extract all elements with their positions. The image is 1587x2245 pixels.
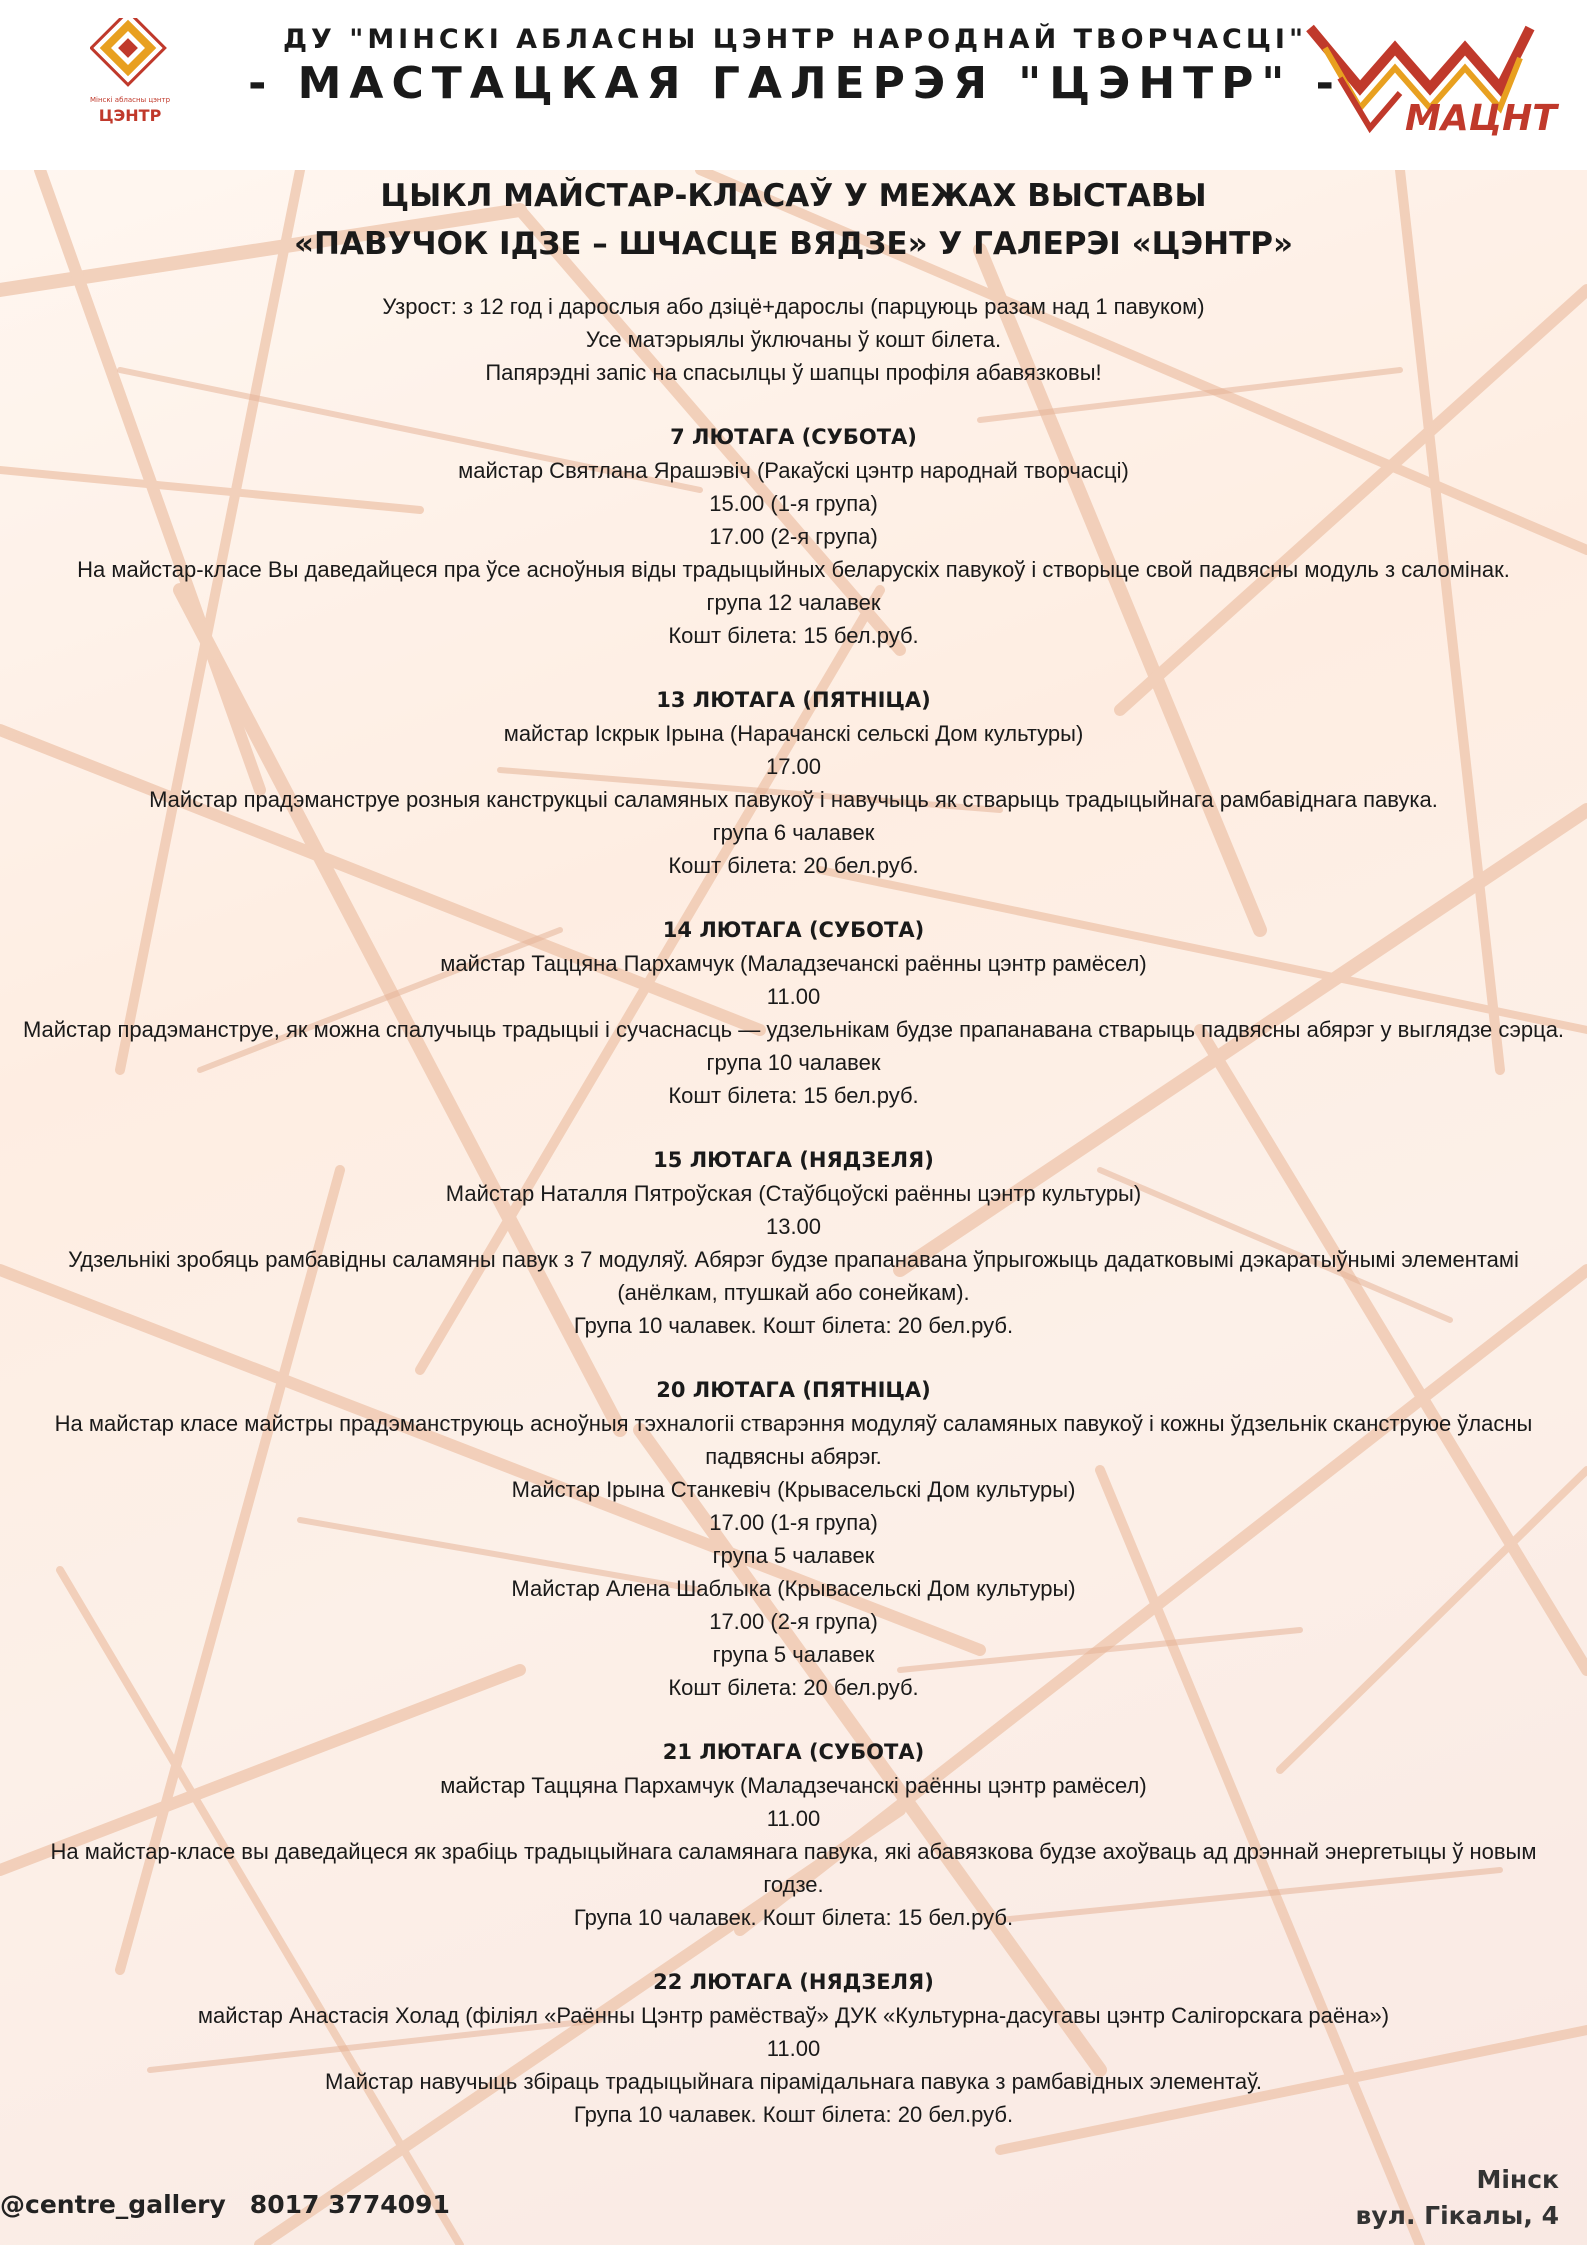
event-line: Майстар Алена Шаблыка (Крывасельскі Дом культуры) [511, 1576, 1076, 1601]
centr-logo [90, 18, 170, 130]
event-line: Майстар навучыць збіраць традыцыйнага пірамідальнага павука з рамбавідных элементаў. [324, 2069, 1263, 2094]
event-line: Кошт білета: 15 бел.руб. [668, 1083, 919, 1108]
instagram-handle[interactable]: @centre_gallery [0, 2190, 226, 2219]
event-line: Кошт білета: 20 бел.руб. [668, 1675, 919, 1700]
gallery-name: - МАСТАЦКАЯ ГАЛЕРЭЯ "ЦЭНТР" - [248, 58, 1342, 109]
event-line: Майстар прадэманструе розныя канструкцыі саламяных павукоў і навучыць як стварыць традыцыйнага рамбавіднага павука. [149, 787, 1438, 812]
event-line: майстар Святлана Ярашэвіч (Ракаўскі цэнтр народнай творчасці) [458, 458, 1129, 483]
event-line: Кошт білета: 15 бел.руб. [668, 623, 919, 648]
title-line-2: «ПАВУЧОК ІДЗЕ – ШЧАСЦЕ ВЯДЗЕ» У ГАЛЕРЭІ «ЦЭНТР» [294, 226, 1293, 262]
event-line: майстар Анастасія Холад (філіял «Раённы Цэнтр рамёстваў» ДУК «Культурна-дасугавы цэнтр Салігорскага раёна») [197, 2003, 1390, 2028]
poster-content [20, 172, 1567, 2131]
event-line: 11.00 [766, 1806, 821, 1831]
event-feb-22 [20, 1966, 1567, 2131]
organization-name: ДУ "МІНСКІ АБЛАСНЫ ЦЭНТР НАРОДНАЙ ТВОРЧАСЦІ" [282, 24, 1308, 55]
event-line: група 5 чалавек [712, 1642, 875, 1667]
event-line: Удзельнікі зробяць рамбавідны саламяны павук з 7 модуляў. Абярэг будзе прапанавана ўпрыгожыць дадатковымі дэкаратыўнымі элементамі (анёлкам, птушкай або сонейкам). [68, 1247, 1519, 1305]
intro-registration: Папярэдні запіс на спасылцы ў шапцы профіля абавязковы! [485, 360, 1102, 385]
event-line: 11.00 [766, 984, 821, 1009]
address-footer [1356, 2162, 1559, 2234]
event-line: На майстар-класе Вы даведайцеся пра ўсе асноўныя віды традыцыйных беларускіх павукоў і створыце свой падвясны модуль з саломінак. [77, 557, 1510, 582]
event-feb-21 [20, 1736, 1567, 1934]
event-line: група 12 чалавек [706, 590, 881, 615]
event-line: 17.00 [765, 754, 822, 779]
poster-header [0, 0, 1587, 170]
event-feb-7 [20, 421, 1567, 652]
event-feb-15 [20, 1144, 1567, 1342]
poster-title [20, 172, 1567, 268]
event-line: 11.00 [766, 2036, 821, 2061]
event-heading: 15 ЛЮТАГА (НЯДЗЕЛЯ) [653, 1148, 934, 1172]
event-heading: 7 ЛЮТАГА (СУБОТА) [670, 425, 917, 449]
event-line: 17.00 (1-я група) [709, 1510, 878, 1535]
event-line: На майстар класе майстры прадэманструюць асноўныя тэхналогіі стварэння модуляў саламяных павукоў і кожны ўдзельнік сканструюе ўласны падвясны абярэг. [54, 1411, 1533, 1469]
event-feb-13 [20, 684, 1567, 882]
intro-age: Узрост: з 12 год і дарослыя або дзіцё+дарослы (парцуюць разам над 1 павуком) [382, 294, 1205, 319]
event-line: група 10 чалавек [706, 1050, 881, 1075]
intro-materials: Усе матэрыялы ўключаны ў кошт білета. [585, 327, 1002, 352]
event-line: майстар Таццяна Пархамчук (Маладзечанскі раённы цэнтр рамёсел) [440, 951, 1147, 976]
event-line: група 6 чалавек [712, 820, 875, 845]
contact-footer [0, 2190, 474, 2219]
event-heading: 21 ЛЮТАГА (СУБОТА) [662, 1740, 925, 1764]
city: Мінск [1476, 2165, 1559, 2194]
event-feb-14 [20, 914, 1567, 1112]
event-line: Група 10 чалавек. Кошт білета: 20 бел.руб. [573, 2102, 1014, 2127]
event-heading: 14 ЛЮТАГА (СУБОТА) [662, 918, 925, 942]
title-line-1: ЦЫКЛ МАЙСТАР-КЛАСАЎ У МЕЖАХ ВЫСТАВЫ [380, 178, 1207, 214]
event-heading: 20 ЛЮТАГА (ПЯТНІЦА) [656, 1378, 931, 1402]
event-line: Кошт білета: 20 бел.руб. [668, 853, 919, 878]
event-line: 13.00 [765, 1214, 822, 1239]
event-line: група 5 чалавек [712, 1543, 875, 1568]
event-line: На майстар-класе вы даведайцеся як зрабіць традыцыйнага саламянага павука, які абавязкова будзе ахоўваць ад дрэннай энергетыцы ў новым годзе. [50, 1839, 1537, 1897]
event-line: 17.00 (2-я група) [709, 1609, 878, 1634]
event-feb-20 [20, 1374, 1567, 1704]
macnt-logo-text: МАЦНТ [1405, 98, 1557, 139]
event-line: 17.00 (2-я група) [709, 524, 878, 549]
event-line: майстар Іскрык Ірына (Нарачанскі сельскі Дом культуры) [503, 721, 1084, 746]
phone-number[interactable]: 8017 3774091 [249, 2190, 450, 2219]
event-line: Майстар Ірына Станкевіч (Крывасельскі Дом культуры) [511, 1477, 1076, 1502]
event-line: 15.00 (1-я група) [709, 491, 878, 516]
intro-block [20, 290, 1567, 389]
event-line: майстар Таццяна Пархамчук (Маладзечанскі раённы цэнтр рамёсел) [440, 1773, 1147, 1798]
centr-logo-small-text: Мінскі абласны цэнтр [89, 96, 171, 104]
event-line: Майстар Наталля Пятроўская (Стаўбцоўскі раённы цэнтр культуры) [445, 1181, 1142, 1206]
event-line: Група 10 чалавек. Кошт білета: 15 бел.руб. [573, 1905, 1014, 1930]
centr-logo-text: ЦЭНТР [98, 106, 162, 125]
event-heading: 22 ЛЮТАГА (НЯДЗЕЛЯ) [653, 1970, 934, 1994]
event-line: Група 10 чалавек. Кошт білета: 20 бел.руб. [573, 1313, 1014, 1338]
event-line: Майстар прадэманструе, як можна спалучыць традыцыі і сучаснасць — удзельнікам будзе прапанавана стварыць падвясны абярэг у выглядзе сэрца. [22, 1017, 1565, 1042]
event-heading: 13 ЛЮТАГА (ПЯТНІЦА) [656, 688, 931, 712]
street-address: вул. Гікалы, 4 [1355, 2201, 1559, 2230]
macnt-logo [1300, 18, 1560, 148]
